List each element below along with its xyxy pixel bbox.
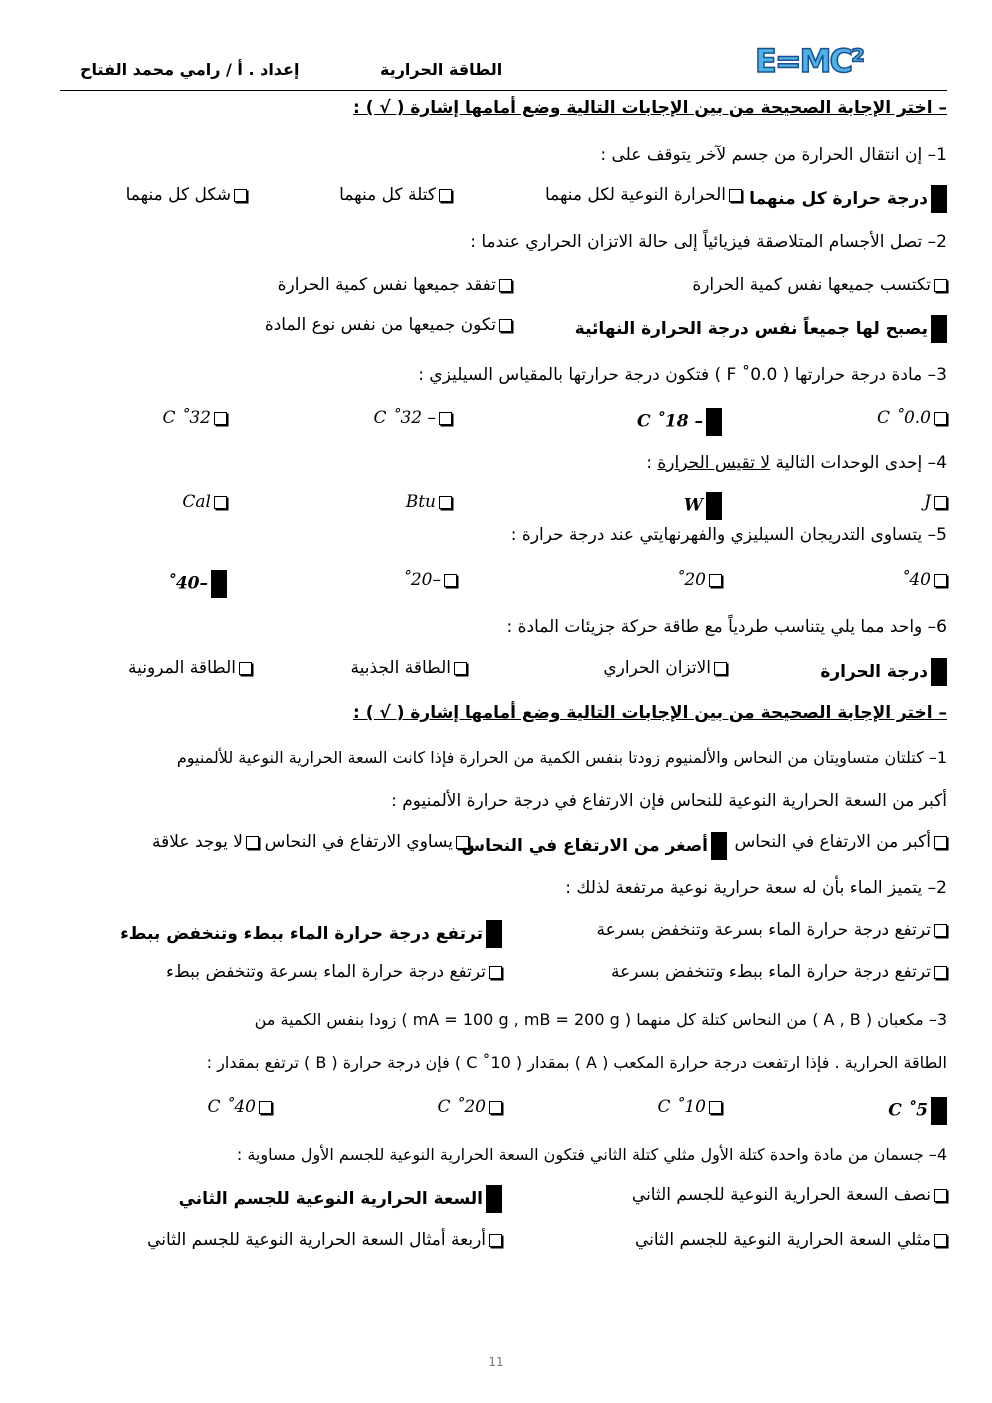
q5-option-1[interactable]: 40˚ bbox=[901, 570, 947, 590]
p1-option-3[interactable]: يساوي الارتفاع في النحاس bbox=[265, 832, 469, 852]
p4-options-row2 bbox=[60, 1230, 947, 1260]
p2-option-4[interactable]: ترتفع درجة حرارة الماء بسرعة وتنخفض ببطء bbox=[166, 962, 502, 982]
q2-text: 2– تصل الأجسام المتلاصقة فيزيائياً إلى حالة الاتزان الحراري عندما : bbox=[470, 232, 947, 252]
q4-options bbox=[60, 492, 947, 522]
q3-option-3[interactable]: – 32˚ C bbox=[374, 408, 452, 428]
checked-box-icon bbox=[211, 570, 227, 598]
q2-option-1[interactable]: تكتسب جميعها نفس كمية الحرارة bbox=[692, 275, 947, 295]
q6-options bbox=[60, 658, 947, 688]
q4-option-2[interactable]: W bbox=[684, 492, 722, 520]
p1-option-2[interactable]: أصغر من الارتفاع في النحاس bbox=[462, 832, 727, 860]
checkbox-icon bbox=[439, 189, 452, 202]
p1-option-4[interactable]: لا يوجد علاقة bbox=[152, 832, 259, 852]
checked-box-icon bbox=[931, 658, 947, 686]
q6-option-4[interactable]: الطاقة المرونية bbox=[128, 658, 252, 678]
checkbox-icon bbox=[456, 836, 469, 849]
checkbox-icon bbox=[714, 662, 727, 675]
checkbox-icon bbox=[934, 1189, 947, 1202]
checkbox-icon bbox=[214, 496, 227, 509]
p3-text-line1: 3– مكعبان ( A , B ) من النحاس كتلة كل منهما ( mA = 100 g , mB = 200 g ) زودا بنفس الكمية من bbox=[254, 1010, 947, 1029]
q3-text: 3– مادة درجة حرارتها ( 0.0˚ F ) فتكون درجة حرارتها بالمقياس السيليزي : bbox=[418, 365, 947, 385]
checkbox-icon bbox=[934, 496, 947, 509]
p1-text-line2: أكبر من السعة الحرارية النوعية للنحاس فإن الارتفاع في درجة حرارة الألمنيوم : bbox=[391, 791, 947, 811]
section-1-heading: – اختر الإجابة الصحيحة من بين الإجابات التالية وضع أمامها إشارة ( √ ) : bbox=[353, 98, 947, 118]
checked-box-icon bbox=[711, 832, 727, 860]
checkbox-icon bbox=[489, 966, 502, 979]
q4-option-3[interactable]: Btu bbox=[406, 492, 452, 512]
checkbox-icon bbox=[239, 662, 252, 675]
section-2-heading: – اختر الإجابة الصحيحة من بين الإجابات التالية وضع أمامها إشارة ( √ ) : bbox=[353, 703, 947, 723]
q6-option-2[interactable]: الاتزان الحراري bbox=[603, 658, 727, 678]
q2-options-row2 bbox=[60, 315, 947, 345]
q3-options bbox=[60, 408, 947, 438]
q2-option-2[interactable]: تفقد جميعها نفس كمية الحرارة bbox=[278, 275, 512, 295]
q5-option-3[interactable]: –20˚ bbox=[402, 570, 457, 590]
p3-text-line2: الطاقة الحرارية . فإذا ارتفعت درجة حرارة المكعب ( A ) بمقدار ( 10˚ C ) فإن درجة حرارة ( B ) ترتفع بمقدار : bbox=[206, 1053, 947, 1072]
p4-options-row1 bbox=[60, 1185, 947, 1215]
p4-option-2[interactable]: السعة الحرارية النوعية للجسم الثاني bbox=[179, 1185, 502, 1213]
q1-option-3[interactable]: كتلة كل منهما bbox=[339, 185, 452, 205]
p3-option-1[interactable]: 5˚ C bbox=[888, 1097, 947, 1125]
checked-box-icon bbox=[486, 1185, 502, 1213]
q2-options-row1 bbox=[60, 275, 947, 305]
checkbox-icon bbox=[934, 574, 947, 587]
checkbox-icon bbox=[709, 574, 722, 587]
checked-box-icon bbox=[706, 492, 722, 520]
q3-option-4[interactable]: 32˚ C bbox=[162, 408, 227, 428]
p4-option-3[interactable]: مثلي السعة الحرارية النوعية للجسم الثاني bbox=[635, 1230, 947, 1250]
p3-option-4[interactable]: 40˚ C bbox=[207, 1097, 272, 1117]
checkbox-icon bbox=[489, 1234, 502, 1247]
p1-options bbox=[60, 832, 947, 862]
p1-text-line1: 1– كتلتان متساويتان من النحاس والألمنيوم زودتا بنفس الكمية من الحرارة فإذا كانت السعة الحرارية النوعية للألمنيوم bbox=[176, 748, 947, 767]
q2-option-3[interactable]: يصبح لها جميعاً نفس درجة الحرارة النهائية bbox=[575, 315, 947, 343]
checked-box-icon bbox=[486, 920, 502, 948]
checkbox-icon bbox=[499, 319, 512, 332]
checkbox-icon bbox=[499, 279, 512, 292]
p3-option-2[interactable]: 10˚ C bbox=[657, 1097, 722, 1117]
checkbox-icon bbox=[934, 1234, 947, 1247]
checked-box-icon bbox=[706, 408, 722, 436]
emc2-logo bbox=[755, 40, 875, 85]
p4-option-4[interactable]: أربعة أمثال السعة الحرارية النوعية للجسم الثاني bbox=[147, 1230, 502, 1250]
q1-text: 1– إن انتقال الحرارة من جسم لآخر يتوقف على : bbox=[600, 145, 947, 165]
p2-options-row2 bbox=[60, 962, 947, 992]
checkbox-icon bbox=[259, 1101, 272, 1114]
checkbox-icon bbox=[934, 924, 947, 937]
checkbox-icon bbox=[444, 574, 457, 587]
checkbox-icon bbox=[246, 836, 259, 849]
checkbox-icon bbox=[489, 1101, 502, 1114]
q5-option-2[interactable]: 20˚ bbox=[676, 570, 722, 590]
checkbox-icon bbox=[234, 189, 247, 202]
q5-text: 5– يتساوى التدريجان السيليزي والفهرنهايتي عند درجة حرارة : bbox=[510, 525, 947, 545]
q4-option-1[interactable]: J bbox=[924, 492, 947, 512]
p4-option-1[interactable]: نصف السعة الحرارية النوعية للجسم الثاني bbox=[632, 1185, 947, 1205]
p2-option-3[interactable]: ترتفع درجة حرارة الماء ببطء وتنخفض بسرعة bbox=[611, 962, 947, 982]
header-title: الطاقة الحرارية bbox=[380, 60, 503, 79]
checked-box-icon bbox=[931, 315, 947, 343]
q6-option-3[interactable]: الطاقة الجذبية bbox=[351, 658, 467, 678]
p3-options bbox=[60, 1097, 947, 1127]
checked-box-icon bbox=[931, 1097, 947, 1125]
q1-option-1[interactable]: درجة حرارة كل منهما bbox=[749, 185, 947, 213]
checkbox-icon bbox=[934, 836, 947, 849]
checkbox-icon bbox=[934, 279, 947, 292]
logo-text: E=MC² bbox=[755, 42, 864, 80]
checkbox-icon bbox=[454, 662, 467, 675]
q1-option-4[interactable]: شكل كل منهما bbox=[126, 185, 247, 205]
q6-option-1[interactable]: درجة الحرارة bbox=[820, 658, 947, 686]
p4-text: 4– جسمان من مادة واحدة كتلة الأول مثلي كتلة الثاني فتكون السعة الحرارية النوعية للجسم الأول مساوية : bbox=[236, 1145, 947, 1164]
p2-options-row1 bbox=[60, 920, 947, 950]
q4-text: 4– إحدى الوحدات التالية لا تقيس الحرارة : bbox=[646, 453, 947, 473]
p2-option-1[interactable]: ترتفع درجة حرارة الماء بسرعة وتنخفض بسرعة bbox=[597, 920, 948, 940]
q6-text: 6– واحد مما يلي يتناسب طردياً مع طاقة حركة جزيئات المادة : bbox=[506, 617, 947, 637]
checkbox-icon bbox=[214, 412, 227, 425]
p2-text: 2– يتميز الماء بأن له سعة حرارية نوعية مرتفعة لذلك : bbox=[565, 878, 947, 898]
checkbox-icon bbox=[709, 1101, 722, 1114]
q5-options bbox=[60, 570, 947, 600]
q5-option-4[interactable]: –40˚ bbox=[167, 570, 227, 598]
p2-option-2[interactable]: ترتفع درجة حرارة الماء ببطء وتنخفض ببطء bbox=[120, 920, 502, 948]
q1-options bbox=[60, 185, 947, 215]
q3-option-1[interactable]: 0.0˚ C bbox=[877, 408, 947, 428]
checkbox-icon bbox=[439, 412, 452, 425]
p3-option-3[interactable]: 20˚ C bbox=[437, 1097, 502, 1117]
page-number: 11 bbox=[488, 1355, 504, 1369]
checked-box-icon bbox=[931, 185, 947, 213]
q3-option-2[interactable]: – 18˚ C bbox=[637, 408, 722, 436]
checkbox-icon bbox=[934, 412, 947, 425]
p1-option-1[interactable]: أكبر من الارتفاع في النحاس bbox=[734, 832, 947, 852]
checkbox-icon bbox=[729, 189, 742, 202]
q1-option-2[interactable]: الحرارة النوعية لكل منهما bbox=[545, 185, 742, 205]
page-header bbox=[60, 40, 947, 91]
header-author: إعداد . أ / رامي محمد الفتاح bbox=[80, 60, 300, 79]
checkbox-icon bbox=[934, 966, 947, 979]
q4-option-4[interactable]: Cal bbox=[182, 492, 227, 512]
checkbox-icon bbox=[439, 496, 452, 509]
q2-option-4[interactable]: تكون جميعها من نفس نوع المادة bbox=[265, 315, 512, 335]
